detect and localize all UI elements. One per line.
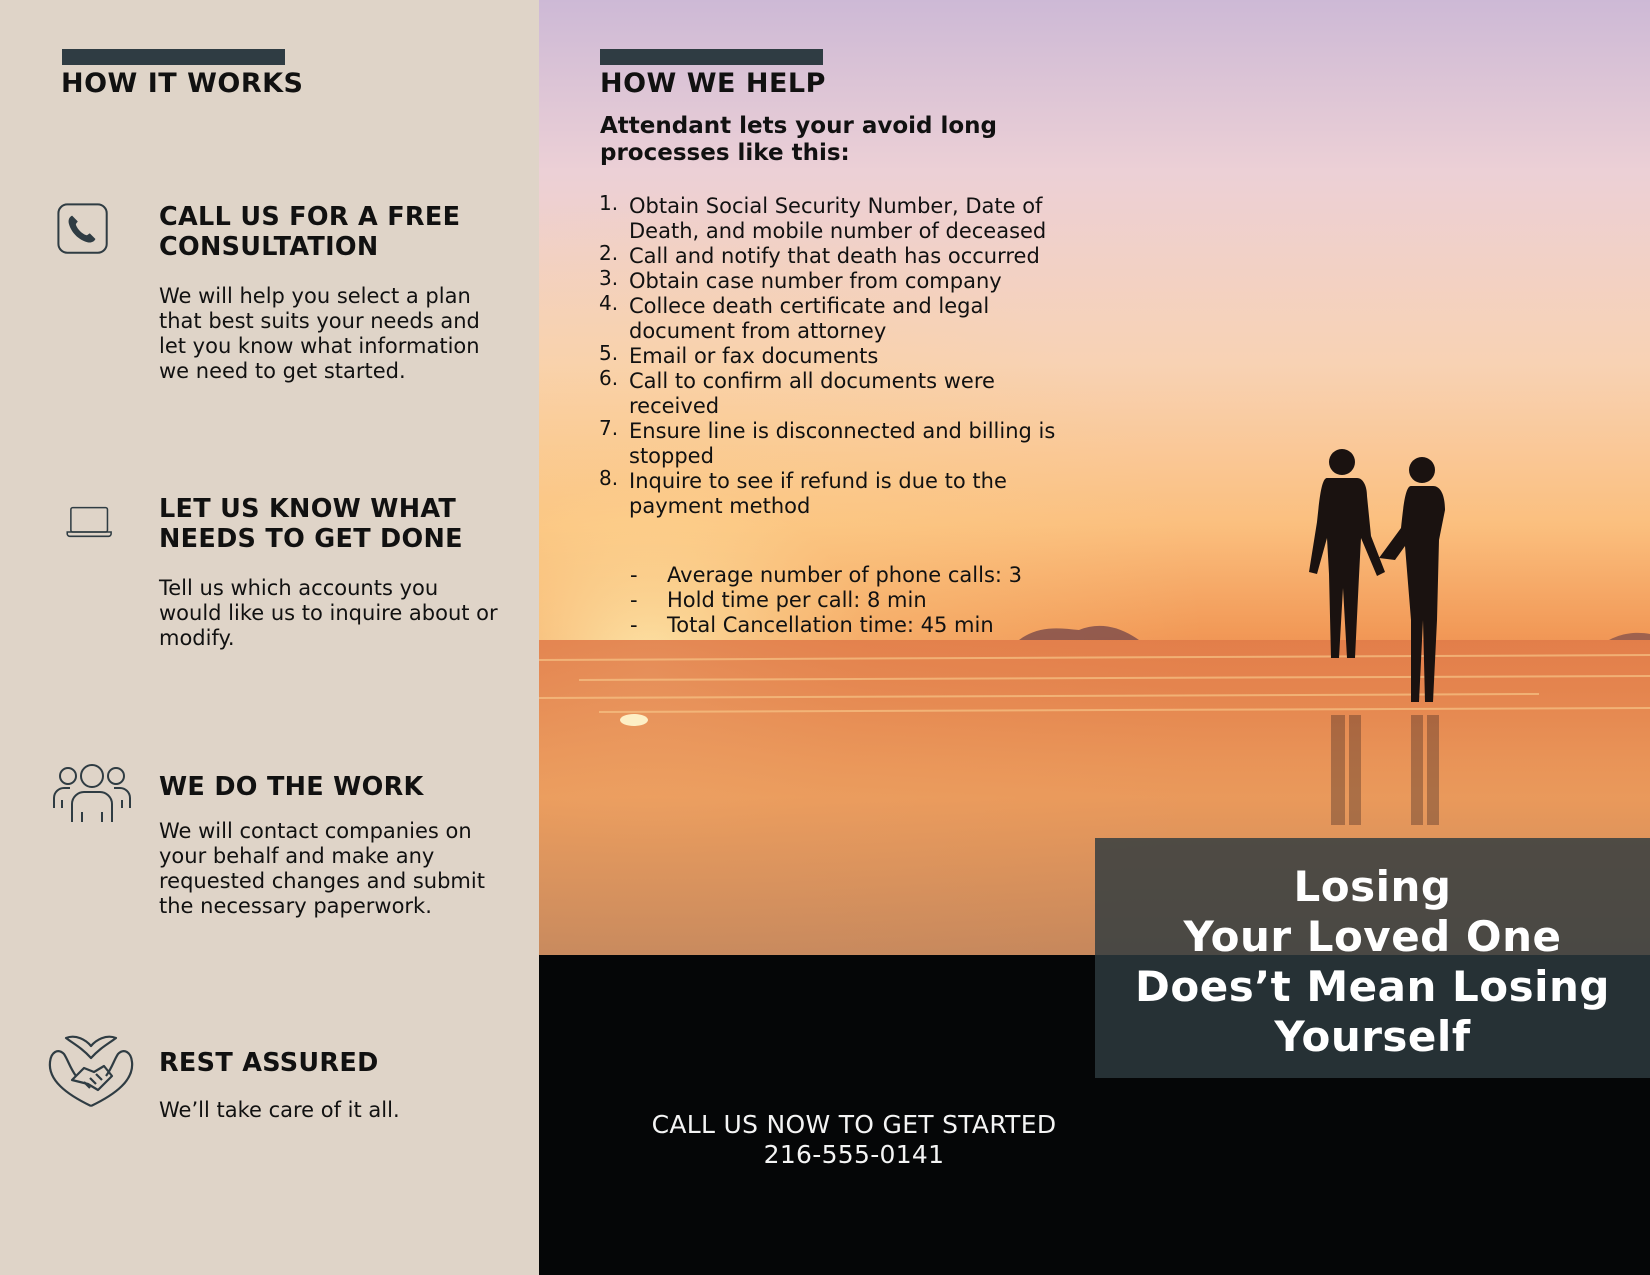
cta-phone-number[interactable]: 216-555-0141 xyxy=(763,1140,945,1169)
headline-line: Losing xyxy=(1293,862,1452,911)
cta-text: CALL US NOW TO GET STARTED xyxy=(651,1110,1057,1139)
step-call-consultation xyxy=(44,202,504,402)
heading-accent-bar xyxy=(600,49,823,65)
list-item: - Average number of phone calls: 3 xyxy=(630,563,1022,587)
list-number: 6. xyxy=(599,366,619,390)
how-we-help-panel xyxy=(539,0,1650,1275)
step-title: REST ASSURED xyxy=(159,1048,379,1078)
list-text: Call to confirm all documents were received xyxy=(629,369,995,418)
list-text: Call and notify that death has occurred xyxy=(629,244,1040,268)
step-description: We’ll take care of it all. xyxy=(159,1098,400,1122)
step-description: We will contact companies on your behalf and make any requested changes and submit the necessary paperwork. xyxy=(159,819,485,918)
headline-line: Yourself xyxy=(1274,1012,1471,1061)
heading-accent-bar xyxy=(62,49,285,65)
headline-line: Your Loved One xyxy=(1183,912,1562,961)
list-item xyxy=(599,341,1059,369)
list-text: Obtain case number from company xyxy=(629,269,1002,293)
list-text: Collece death certificate and legal document from attorney xyxy=(629,294,990,343)
stat-text: Total Cancellation time: 45 min xyxy=(667,613,994,637)
how-it-works-heading: HOW IT WORKS xyxy=(61,68,304,99)
step-rest-assured xyxy=(44,1048,504,1148)
list-number: 1. xyxy=(599,191,619,215)
list-text: Inquire to see if refund is due to the payment method xyxy=(629,469,1007,518)
process-steps-list xyxy=(599,191,1059,519)
step-title: LET US KNOW WHAT NEEDS TO GET DONE xyxy=(159,494,463,554)
laptop-icon xyxy=(56,504,126,554)
list-item xyxy=(599,291,1059,344)
stat-text: Average number of phone calls: 3 xyxy=(667,563,1022,587)
how-we-help-subheading: Attendant lets your avoid long processes like this: xyxy=(600,113,998,166)
list-number: 4. xyxy=(599,291,619,315)
headline-line: Does’t Mean Losing xyxy=(1135,962,1610,1011)
list-item: - Hold time per call: 8 min xyxy=(630,588,927,612)
list-item: - Total Cancellation time: 45 min xyxy=(630,613,994,637)
list-item xyxy=(599,416,1059,469)
list-text: Ensure line is disconnected and billing is stopped xyxy=(629,419,1056,468)
people-group-icon xyxy=(50,764,134,824)
list-item xyxy=(599,266,1059,294)
headline-box xyxy=(1095,838,1650,1078)
list-item xyxy=(599,191,1059,244)
step-let-us-know xyxy=(44,494,504,664)
list-text: Email or fax documents xyxy=(629,344,879,368)
call-to-action xyxy=(579,1110,1129,1170)
stats-list xyxy=(630,563,1050,638)
how-we-help-heading: HOW WE HELP xyxy=(600,68,826,99)
list-number: 5. xyxy=(599,341,619,365)
stat-text: Hold time per call: 8 min xyxy=(667,588,927,612)
step-description: We will help you select a plan that best suits your needs and let you know what information we need to get started. xyxy=(159,284,480,383)
list-number: 8. xyxy=(599,466,619,490)
list-item xyxy=(599,466,1059,519)
handshake-heart-icon xyxy=(46,1032,136,1112)
step-title: WE DO THE WORK xyxy=(159,772,424,802)
step-we-do-the-work xyxy=(44,772,504,942)
list-text: Obtain Social Security Number, Date of Death, and mobile number of deceased xyxy=(629,194,1047,243)
list-number: 3. xyxy=(599,266,619,290)
headline xyxy=(1095,862,1650,1062)
step-title: CALL US FOR A FREE CONSULTATION xyxy=(159,202,461,262)
list-item xyxy=(599,241,1059,269)
list-item xyxy=(599,366,1059,419)
phone-icon xyxy=(56,202,122,268)
how-it-works-panel xyxy=(0,0,539,1275)
list-number: 2. xyxy=(599,241,619,265)
step-description: Tell us which accounts you would like us to inquire about or modify. xyxy=(159,576,498,650)
list-number: 7. xyxy=(599,416,619,440)
